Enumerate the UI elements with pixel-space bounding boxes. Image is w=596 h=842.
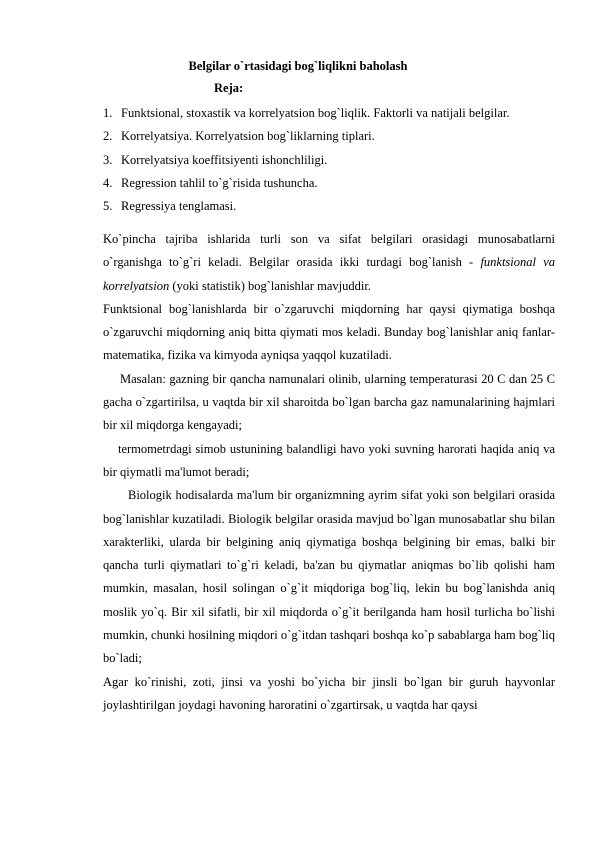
paragraph-example-gas: Masalan: gazning bir qancha namunalari olinib, ularning temperaturasi 20 C dan 25 C gacha o`zgartirilsa, u vaqtda bir xil sharoitda bo`lgan barcha gaz namunalarining hajmlari bir xil miqdorga kengayadi; bbox=[103, 371, 555, 433]
plan-list bbox=[103, 102, 553, 218]
plan-item-number: 2. bbox=[103, 129, 113, 144]
plan-item-number: 4. bbox=[103, 175, 113, 190]
plan-item-text: Regressiya tenglamasi. bbox=[121, 199, 237, 214]
document-body bbox=[103, 228, 555, 717]
plan-item bbox=[103, 172, 553, 195]
paragraph-functional: Funktsional bog`lanishlarda bir o`zgaruvchi miqdorning har qaysi qiymatiga boshqa o`zgaruvchi miqdorning aniq bitta qiymati mos keladi. Bunday bog`lanishlar aniq fanlar-matematika, fizika va kimyoda ayniqsa yaqqol kuzatiladi. bbox=[103, 301, 555, 363]
paragraph-animals: Agar ko`rinishi, zoti, jinsi va yoshi bo`yicha bir jinsli bo`lgan bir guruh hayvonlar joylashtirilgan joydagi havoning haroratini o`zgartirsak, u vaqtda har qaysi bbox=[103, 674, 555, 712]
document-title: Belgilar o`rtasidagi bog`liqlikni baholash bbox=[188, 59, 408, 73]
plan-item bbox=[103, 102, 553, 125]
paragraph-intro-italic: funktsional va korrelyatsion bbox=[103, 255, 556, 293]
plan-item-text: Korrelyatsiya koeffitsiyenti ishonchliligi. bbox=[121, 152, 328, 167]
plan-item-number: 5. bbox=[103, 199, 113, 214]
plan-item-number: 3. bbox=[103, 152, 113, 167]
plan-item-number: 1. bbox=[103, 106, 113, 120]
plan-item bbox=[103, 125, 553, 148]
paragraph-example-thermometer: termometrdagi simob ustunining balandligi havo yoki suvning harorati haqida aniq va bir qiymatli ma'lumot beradi; bbox=[103, 441, 555, 479]
paragraph-intro bbox=[103, 228, 555, 298]
plan-item-text: Korrelyatsiya. Korrelyatsion bog`liklarning tiplari. bbox=[121, 129, 375, 144]
plan-item bbox=[103, 195, 553, 218]
paragraph-biological: Biologik hodisalarda ma'lum bir organizmning ayrim sifat yoki son belgilari orasida bog`lanishlar kuzatiladi. Biologik belgilar orasida mavjud bo`lgan munosabatlar shu bilan xarakterliki, ularda bir belgining aniq qiymatiga boshqa belgining bir emas, balki bir qancha turli qiymatlari to`g`ri keladi, ba'zan bu qiymatlar aniqmas bo`lib qolishi ham mumkin, masalan, hosil solingan o`g`it miqdoriga bog`liq, lekin bu bog`lanishda aniq moslik yo`q. Bir xil sifatli, bir xil miqdorda o`g`it berilganda ham hosil turlicha bo`lishi mumkin, chunki hosilning miqdori o`g`itdan tashqari boshqa ko`p sabablarga ham bog`liq bo`ladi; bbox=[103, 488, 555, 666]
plan-item-text: Regression tahlil to`g`risida tushuncha. bbox=[121, 175, 318, 190]
plan-item bbox=[103, 149, 553, 172]
plan-heading: Reja: bbox=[214, 81, 244, 95]
paragraph-intro-end: (yoki statistik) bog`lanishlar mavjuddir. bbox=[169, 278, 371, 293]
paragraph-intro-start: Ko`pincha tajriba ishlarida turli son va sifat belgilari orasidagi munosabatlarni o`rganishga to`g`ri keladi. Belgilar orasida ikki turdagi bog`lanish - bbox=[103, 232, 555, 270]
plan-item-text: Funktsional, stoxastik va korrelyatsion bog`liqlik. Faktorli va natijali belgilar. bbox=[121, 106, 510, 120]
